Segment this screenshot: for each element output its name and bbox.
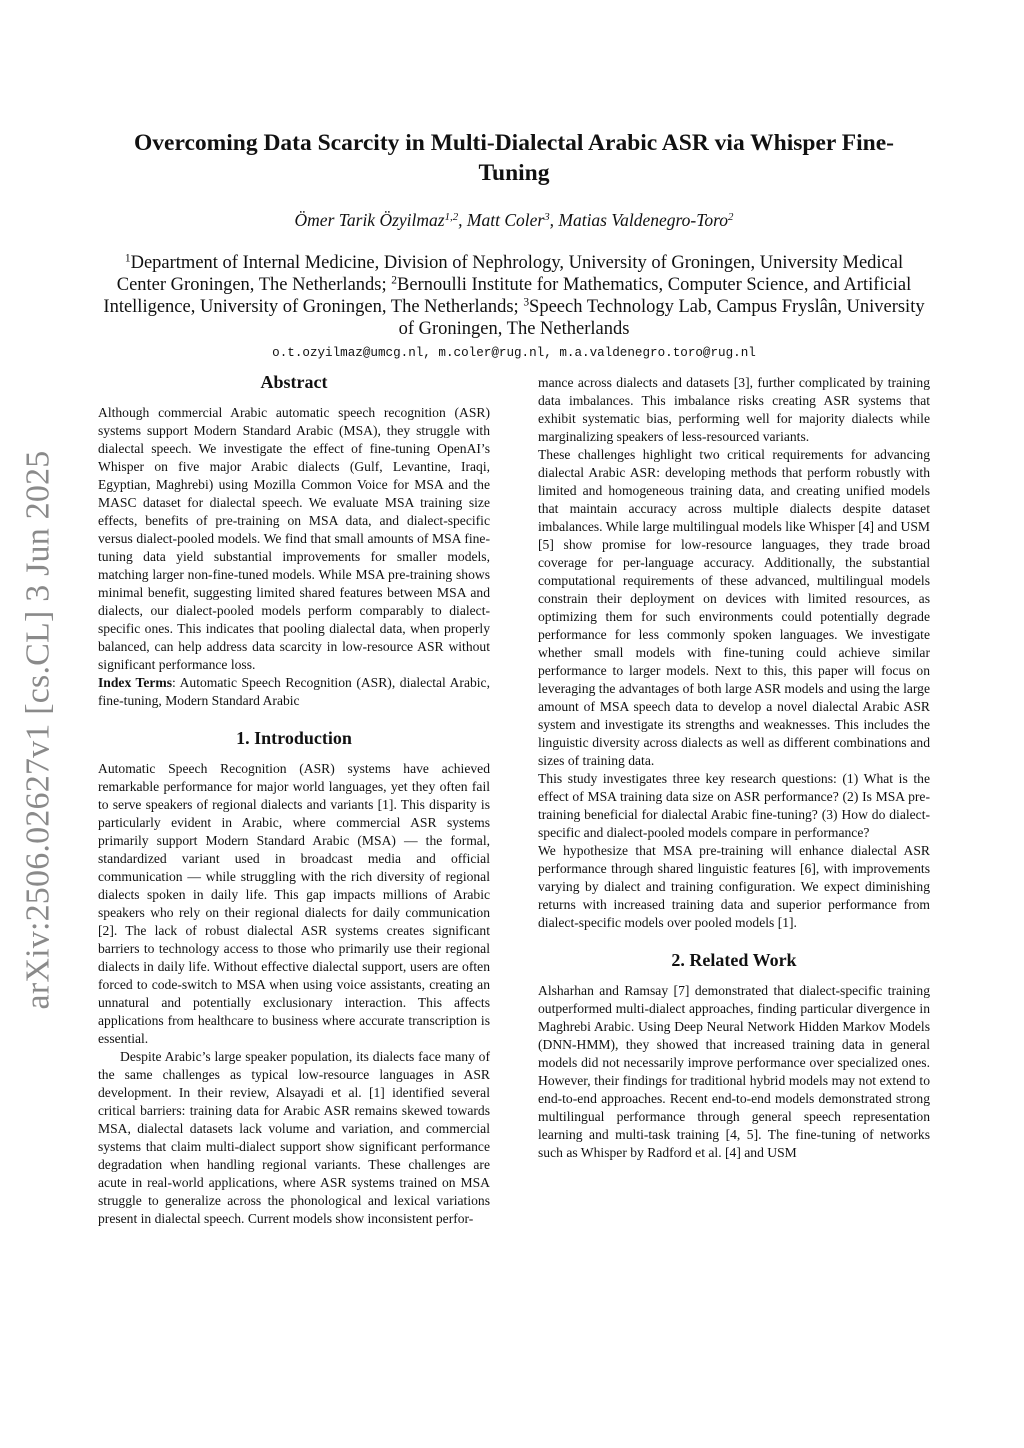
affiliation: Bernoulli Institute for Mathematics, Computer Science, and Artificial Intelligence, University of Groningen, The Netherlands; xyxy=(103,275,912,317)
author-affil-mark: 3 xyxy=(544,211,550,224)
index-terms-label: Index Terms xyxy=(98,675,173,690)
affil-mark: 2 xyxy=(391,274,397,287)
author-emails: o.t.ozyilmaz@umcg.nl, m.coler@rug.nl, m.a.valdenegro.toro@rug.nl xyxy=(272,346,756,360)
author-affil-mark: 2 xyxy=(728,211,734,224)
abstract-heading: Abstract xyxy=(260,372,328,392)
introduction-heading: 1. Introduction xyxy=(236,728,352,748)
abstract-text: Although commercial Arabic automatic speech recognition (ASR) systems support Modern Standard Arabic (MSA), they struggle with dialectal speech. We investigate the effect of fine-tuning OpenAI’s Whisper on five major Arabic dialects (Gulf, Levantine, Iraqi, Egyptian, Maghrebi) using Mozilla Common Voice for MSA and the MASC dataset for dialectal speech. We evaluate MSA training size effects, benefits of pre-training on MSA data, and dialect-specific versus dialect-pooled models. We find that small amounts of MSA fine-tuning data yield substantial improvements for smaller models, matching larger non-fine-tuned models. While MSA pre-training shows minimal benefit, suggesting limited shared features between MSA and dialects, our dialect-pooled models perform comparably to dialect-specific ones. This indicates that pooling dialectal data, when properly balanced, can help address data scarcity in low-resource ASR without significant performance loss. xyxy=(98,405,490,672)
related-work-heading: 2. Related Work xyxy=(671,950,797,970)
right-column xyxy=(538,374,930,1162)
intro-paragraph: This study investigates three key research questions: (1) What is the effect of MSA training data size on ASR performance? (2) Is MSA pre-training beneficial for dialectal Arabic fine-tuning? (3) How do dialect-specific and dialect-pooled models compare in performance? xyxy=(538,771,930,840)
intro-paragraph: We hypothesize that MSA pre-training will enhance dialectal ASR performance through shared linguistic features [6], with improvements varying by dialect and training configuration. We expect diminishing returns with increased training data and superior performance from dialect-specific models over pooled models [1]. xyxy=(538,843,930,930)
affiliation: Speech Technology Lab, Campus Fryslân, University of Groningen, The Netherlands xyxy=(398,297,925,339)
author-affil-mark: 1,2 xyxy=(444,211,459,224)
author-name: Matias Valdenegro-Toro xyxy=(558,210,729,230)
author-name: Ömer Tarik Özyilmaz xyxy=(294,210,445,230)
index-terms xyxy=(98,674,490,710)
related-work-paragraph: Alsharhan and Ramsay [7] demonstrated that dialect-specific training outperformed multi-dialect approaches, finding particular divergence in Maghrebi Arabic. Using Deep Neural Network Hidden Markov Models (DNN-HMM), they showed that increased training data in general models did not necessarily improve performance over specialized ones. However, their findings for traditional hybrid models may not extend to end-to-end approaches. Recent end-to-end models demonstrated strong multilingual performance through general speech representation learning and multi-task training [4, 5]. The fine-tuning of networks such as Whisper by Radford et al. [4] and USM xyxy=(538,983,930,1160)
intro-paragraph: Automatic Speech Recognition (ASR) systems have achieved remarkable performance for major world languages, yet they often fail to serve speakers of regional dialects and variants [1]. This disparity is particularly evident in Arabic, where commercial ASR systems primarily support Modern Standard Arabic (MSA) — the formal, standardized variant used in broadcast media and official communication — while struggling with the rich diversity of regional dialects spoken in daily life. This gap impacts millions of Arabic speakers who rely on their regional dialects for daily communication [2]. The lack of robust dialectal ASR systems creates significant barriers to technology access to those who primarily use their regional dialects in daily life. Without effective dialectal support, users are often forced to code-switch to MSA when using voice assistants, creating an unnatural and potentially exclusionary interaction. This affects applications from healthcare to business where accurate transcription is essential. xyxy=(98,761,490,1046)
intro-paragraph: mance across dialects and datasets [3], further complicated by training data imbalances. This imbalance risks creating ASR systems that exhibit systematic bias, performing well for majority dialects while marginalizing speakers of less-resourced variants. xyxy=(538,375,930,444)
affil-mark: 3 xyxy=(523,296,530,309)
author-name: Matt Coler xyxy=(466,210,545,230)
intro-paragraph: Despite Arabic’s large speaker population, its dialects face many of the same challenges as typical low-resource languages in ASR development. In their review, Alsayadi et al. [1] identified several critical barriers: training data for Arabic ASR remains skewed towards MSA, dialectal datasets lack volume and variation, and commercial systems that claim multi-dialect support show significant performance degradation when handling regional variants. These challenges are acute in real-world applications, where ASR systems trained on MSA struggle to generalize across the phonological and lexical variations present in dialectal speech. Current models show inconsistent perfor- xyxy=(98,1049,490,1226)
index-terms-text: : Automatic Speech Recognition (ASR), dialectal Arabic, fine-tuning, Modern Standard Arabic xyxy=(98,675,490,708)
affil-mark: 1 xyxy=(124,252,131,265)
affiliations xyxy=(100,252,928,340)
arxiv-id: arXiv:2506.02627v1 [cs.CL] 3 Jun 2025 xyxy=(19,450,56,1010)
arxiv-watermark xyxy=(18,440,58,1020)
left-column xyxy=(98,370,490,1228)
affiliation: Department of Internal Medicine, Division of Nephrology, University of Groningen, University Medical Center Groningen, The Netherlands; xyxy=(116,253,904,295)
author-list: Ömer Tarik Özyilmaz$^{1,2}$, Matt Coler$^3$, Matias Valdenegro-Toro$^2$ xyxy=(294,210,734,230)
paper-title: Overcoming Data Scarcity in Multi-Dialectal Arabic ASR via Whisper Fine-Tuning xyxy=(134,130,894,186)
intro-paragraph: These challenges highlight two critical requirements for advancing dialectal Arabic ASR: developing methods that perform robustly with limited and homogeneous training data, and creating unified models that maintain accuracy across multiple dialects despite dataset imbalances. While large multilingual models like Whisper [4] and USM [5] show promise for low-resource languages, they trade broad coverage for per-language accuracy. Additionally, the substantial computational requirements of these advanced, multilingual models constrain their deployment on devices with limited resources, as optimizing them for such environments could potentially degrade performance for less commonly spoken languages. We investigate whether small models with fine-tuning could achieve similar performance to larger models. Next to this, this paper will focus on leveraging the advantages of both large ASR models and using the large amount of MSA speech data to develop a novel dialectal Arabic ASR system and investigate its strengths and weaknesses. This includes the linguistic diversity across dialects as well as different combinations and sizes of training data. xyxy=(538,447,930,768)
